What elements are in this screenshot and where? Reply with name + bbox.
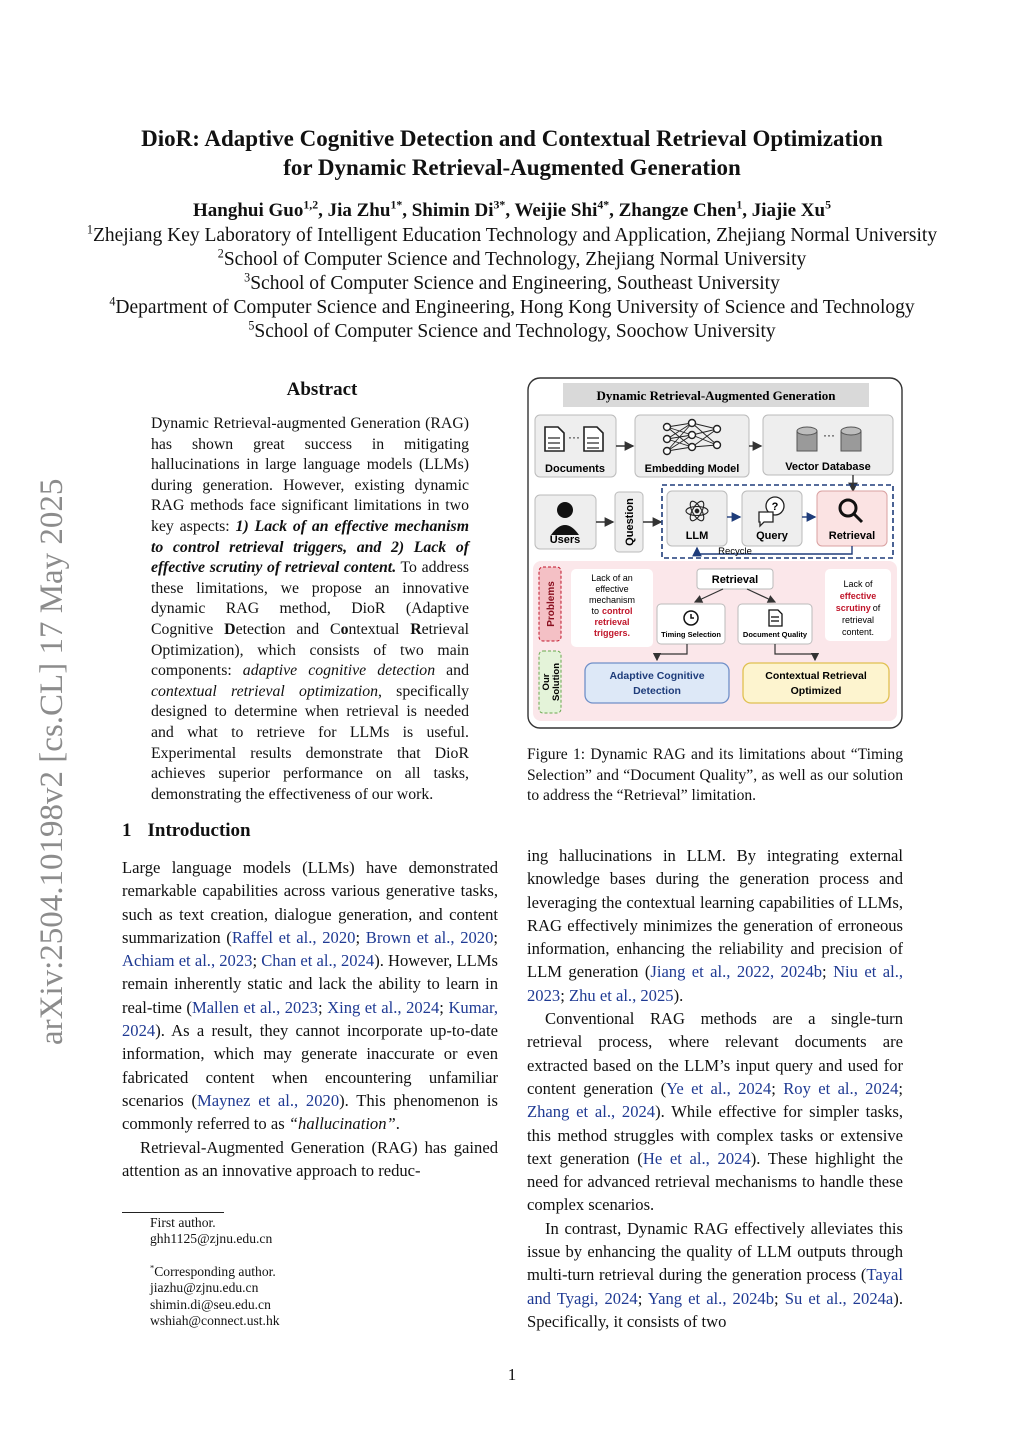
citation-link[interactable]: Roy et al., 2024 <box>783 1078 899 1098</box>
acd-line-1: Adaptive Cognitive <box>609 670 705 682</box>
text: ). However, LLMs remain inherently static and lack the ability to learn in real-time ( <box>122 951 498 1017</box>
adaptive-cognitive-detection-box <box>585 663 729 703</box>
acronym-letter: i <box>265 620 270 638</box>
footnote-corresponding <box>150 1264 280 1280</box>
sep: ; <box>317 997 328 1017</box>
ellipsis-icon: ··· <box>568 430 580 444</box>
note-line-red: retrieval <box>594 617 630 627</box>
acd-line-2: Detection <box>633 685 681 697</box>
emphasis: “hallucination” <box>288 1114 396 1134</box>
citation-link[interactable]: Su et al., 2024a <box>784 1288 894 1308</box>
citation-link[interactable]: Jiang et al., 2022, 2024b <box>650 962 823 982</box>
sep: ; <box>898 1078 903 1098</box>
note-line: Lack of <box>843 579 873 589</box>
abstract-limitation-2: 2) Lack of effective scrutiny of retrieval content. <box>151 538 469 577</box>
note-red: scrutiny <box>835 603 871 613</box>
text: ). This phenomenon is commonly referred to as <box>122 1090 499 1134</box>
sep: ; <box>355 927 366 947</box>
footnote-gap <box>150 1248 280 1264</box>
arxiv-stamp-text: arXiv:2504.10198v2 [cs.CL] 17 May 2025 <box>34 478 70 1045</box>
vector-database-label: Vector Database <box>785 461 871 473</box>
citation-link[interactable]: Mallen et al., 2023 <box>191 997 318 1017</box>
users-label: Users <box>549 534 581 546</box>
acronym-letter: R <box>410 620 422 638</box>
citation-link[interactable]: Ye et al., 2024 <box>666 1078 772 1098</box>
component-name: adaptive cognitive detection <box>242 662 436 680</box>
affil-text: School of Computer Science and Technology, Zhejiang Normal University <box>223 249 807 270</box>
cro-line-1: Contextual Retrieval <box>765 670 867 682</box>
note-line-red: triggers. <box>593 628 631 638</box>
affiliation-2 <box>40 248 984 272</box>
contextual-retrieval-optimized-box <box>743 663 889 703</box>
note-line-mixed <box>836 603 881 613</box>
footnote-email[interactable]: jiazhu@zjnu.edu.cn <box>150 1280 259 1296</box>
citation-link[interactable]: Kumar, 2024 <box>122 997 498 1041</box>
affiliation-3 <box>40 272 984 296</box>
title-line-1: DioR: Adaptive Cognitive Detection and Contextual Retrieval Optimization <box>141 126 883 151</box>
abstract-text: ntextual <box>348 620 400 638</box>
note-line: content. <box>841 627 875 637</box>
author-affil: 5 <box>825 198 831 212</box>
affil-text: Department of Computer Science and Engineering, Hong Kong University of Science and Technology <box>115 297 915 318</box>
text: ). Specifically, it consists of two <box>527 1288 903 1331</box>
embedding-model-label: Embedding Model <box>644 463 740 475</box>
citation-link[interactable]: Zhang et al., 2024 <box>527 1102 656 1122</box>
retrieval-label: Retrieval <box>828 530 876 542</box>
question-label: Question <box>624 498 636 546</box>
footnotes <box>150 1215 280 1329</box>
abstract-text: etrieval Optimization), which consists of two main components: <box>151 620 469 680</box>
solution-label-2: Solution <box>551 663 562 701</box>
note-line-red: effective <box>839 591 877 601</box>
text: Conventional RAG methods are a single-turn retrieval process, where relevant documents are extracted based on the LLM’s input query and used for content generation ( <box>527 1009 903 1098</box>
arxiv-stamp <box>16 440 76 1050</box>
page-number: 1 <box>507 1365 517 1384</box>
author-sep: , <box>318 200 328 221</box>
intro-left-column <box>122 856 498 1182</box>
document-quality-label: Document Quality <box>742 630 808 639</box>
text: In contrast, Dynamic RAG effectively alleviates this issue by enhancing the quality of LLM outputs through multi-turn retrieval during the generation process ( <box>527 1218 903 1285</box>
paragraph <box>527 1217 903 1333</box>
affil-text: Zhejiang Key Laboratory of Intelligent Education Technology and Application, Zhejiang Normal University <box>92 225 938 246</box>
affil-number: 5 <box>248 318 255 333</box>
author-list <box>80 200 944 222</box>
footnote-first-author: First author. <box>150 1215 216 1230</box>
retrieval-center-label: Retrieval <box>711 574 759 586</box>
text: ). While effective for simpler tasks, this method struggles with complex tasks or extensive text generation ( <box>527 1102 903 1168</box>
citation-link[interactable]: Brown et al., 2020 <box>365 927 494 947</box>
text: ). These highlight the need for advanced retrieval mechanisms to handle these complex scenarios. <box>527 1148 903 1215</box>
affil-number: 2 <box>217 246 224 261</box>
author-name: Weijie Shi <box>514 200 598 221</box>
author-name: Jia Zhu <box>327 200 391 221</box>
abstract-text: and <box>435 662 469 680</box>
abstract-body <box>151 414 469 805</box>
sep: ; <box>822 962 834 982</box>
note-line: effective <box>595 584 629 594</box>
author-affil: 4* <box>597 198 610 212</box>
acronym-letter: o <box>340 620 349 638</box>
text: ing hallucinations in LLM. By integrating external knowledge bases during the generation process and leveraging the contextual learning capabilities of LLMs, RAG effectively minimizes the generation of erroneous information, enhancing the reliability and precision of LLM generation ( <box>527 846 903 982</box>
affiliation-5 <box>40 320 984 344</box>
citation-link[interactable]: Chan et al., 2024 <box>261 951 375 971</box>
footnote-email[interactable]: shimin.di@seu.edu.cn <box>150 1296 271 1312</box>
abstract-text: etect <box>235 620 266 638</box>
timing-selection-label: Timing Selection <box>661 630 721 639</box>
figure-caption: Figure 1: Dynamic RAG and its limitations about “Timing Selection” and “Document Quality”, as well as our solution to address the “Retrieval” limitation. <box>527 746 903 805</box>
citation-link[interactable]: Zhu et al., 2025 <box>568 985 674 1005</box>
problems-label: Problems <box>546 581 557 627</box>
document-quality-icon <box>769 610 782 626</box>
affil-number: 4 <box>109 294 116 309</box>
footnote-rule <box>122 1212 224 1213</box>
abstract-limitation-1: 1) Lack of an effective mechanism to control retrieval triggers, and <box>151 517 469 556</box>
note-line: Lack of an <box>591 573 633 583</box>
author-affil: 1* <box>390 198 403 212</box>
note-line: retrieval <box>841 615 875 625</box>
ellipsis-icon: ··· <box>823 428 835 442</box>
solution-label-1: Our <box>541 673 552 691</box>
author-sep: , <box>505 200 515 221</box>
sep: ; <box>774 1288 785 1308</box>
text: ). As a result, they cannot incorporate up-to-date information, which may generate inaccurate or even fabricated content when encountering unfamiliar scenarios ( <box>122 1021 498 1110</box>
sep: ; <box>771 1078 784 1098</box>
affil-text: School of Computer Science and Technology, Soochow University <box>254 321 776 342</box>
paragraph: Retrieval-Augmented Generation (RAG) has gained attention as an innovative approach to reduc- <box>122 1137 498 1180</box>
footnote-email[interactable]: wshiah@connect.ust.hk <box>150 1313 280 1329</box>
footnote-email[interactable]: ghh1125@zjnu.edu.cn <box>150 1231 273 1247</box>
footnote-mark: * <box>150 1262 155 1273</box>
citation-link[interactable]: Achiam et al., 2023 <box>122 951 253 971</box>
llm-label: LLM <box>685 530 709 542</box>
section-heading-introduction <box>122 820 251 842</box>
author-affil: 1,2 <box>303 198 319 212</box>
author-affil: 1 <box>736 198 743 212</box>
citation-link[interactable]: Yang et al., 2024b <box>647 1288 775 1308</box>
sep: ; <box>493 927 499 947</box>
author-sep: , <box>402 200 412 221</box>
citation-link[interactable]: Maynez et al., 2020 <box>197 1090 340 1110</box>
affil-number: 3 <box>244 270 251 285</box>
author-name: Zhangze Chen <box>618 200 737 221</box>
affil-text: School of Computer Science and Engineering, Southeast University <box>250 273 780 294</box>
documents-label: Documents <box>545 463 605 475</box>
intro-right-column <box>527 844 903 1333</box>
paper-title <box>80 124 944 182</box>
abstract-text: , specifically designed to determine when retrieval is needed and what to retrieve for LLMs is useful. Experimental results demonstrate that DioR achieves superior performance on all tasks, demonstrating the effectiveness of our work. <box>151 682 469 803</box>
affiliation-4 <box>40 296 984 320</box>
affil-number: 1 <box>86 222 93 237</box>
note-line: mechanism <box>588 595 636 605</box>
citation-link[interactable]: Niu et al., 2023 <box>527 962 903 1005</box>
section-title: Introduction <box>147 820 251 841</box>
abstract-text: on and C <box>269 620 341 638</box>
sep: ; <box>637 1288 648 1308</box>
note-line-mixed <box>591 606 632 616</box>
footnote-text: Corresponding author. <box>154 1263 276 1279</box>
paragraph <box>527 844 903 1007</box>
author-sep: , <box>609 200 619 221</box>
question-mark-icon: ? <box>771 501 779 513</box>
author-sep: , <box>742 200 752 221</box>
author-name: Jiajie Xu <box>751 200 826 221</box>
abstract-text: Dynamic Retrieval-augmented Generation (RAG) has shown great success in mitigating hallucinations in large language models (LLMs) during generation. However, existing dynamic RAG methods face significant limitations in two key aspects: <box>151 415 469 535</box>
affiliation-1 <box>40 224 984 248</box>
note-red: control <box>602 606 633 616</box>
sep: ; <box>439 997 449 1017</box>
component-name: contextual retrieval optimization <box>151 682 379 700</box>
cro-line-2: Optimized <box>790 685 842 697</box>
text: . <box>395 1114 400 1134</box>
author-name: Shimin Di <box>411 200 494 221</box>
abstract-text: To address these limitations, we propose an innovative dynamic RAG method, DioR (Adaptive Cognitive <box>151 559 469 638</box>
figure-1-diagram <box>527 377 903 729</box>
title-line-2: for Dynamic Retrieval-Augmented Generation <box>283 155 741 180</box>
sep: ; <box>252 951 262 971</box>
note-text: of <box>872 603 881 613</box>
author-name: Hanghui Guo <box>193 200 304 221</box>
text: ). <box>673 985 684 1005</box>
citation-link[interactable]: He et al., 2024 <box>642 1148 751 1168</box>
abstract-heading: Abstract <box>286 379 358 400</box>
note-text: to <box>591 606 600 616</box>
query-label: Query <box>756 530 788 542</box>
citation-link[interactable]: Raffel et al., 2020 <box>231 927 356 947</box>
citation-link[interactable]: Xing et al., 2024 <box>327 997 440 1017</box>
citation-link[interactable]: Tayal and Tyagi, 2024 <box>527 1265 903 1308</box>
author-affil: 3* <box>493 198 506 212</box>
paragraph <box>527 1007 903 1217</box>
figure-header: Dynamic Retrieval-Augmented Generation <box>596 388 836 403</box>
acronym-letter: D <box>224 620 236 638</box>
section-number: 1 <box>122 820 132 841</box>
paragraph <box>122 856 498 1136</box>
text: Large language models (LLMs) have demonstrated remarkable capabilities across various generative tasks, such as text creation, dialogue generation, and content summarization ( <box>122 858 498 947</box>
sep: ; <box>560 985 569 1005</box>
recycle-label: Recycle <box>718 546 752 557</box>
